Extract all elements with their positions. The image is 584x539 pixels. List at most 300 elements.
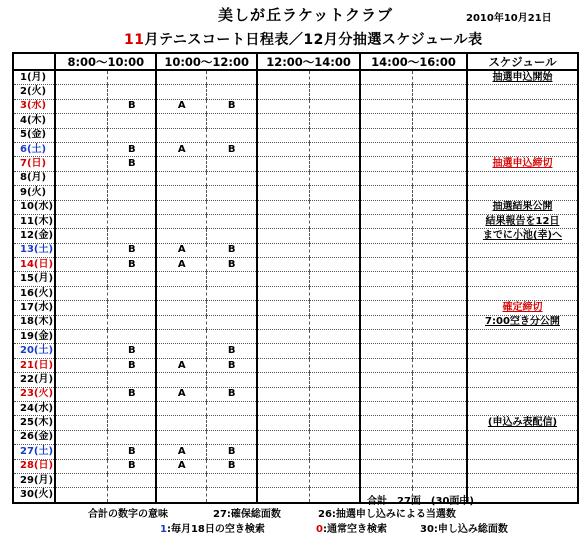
court-cell [360,85,412,99]
court-cell [55,243,107,257]
court-schedule-table [12,52,579,504]
court-cell [360,430,412,444]
row-date: 21(日) [13,358,55,372]
header-schedule: スケジュール [467,53,578,70]
header-slot-1200: 12:00〜14:00 [257,53,360,70]
table-row [13,70,578,85]
court-cell [412,373,466,387]
schedule-note: 抽選結果公開 [492,201,553,213]
table-row [13,445,578,459]
court-cell [156,70,206,85]
court-cell [310,286,360,300]
table-row [13,229,578,243]
row-date: 8(月) [13,171,55,185]
court-cell [412,229,466,243]
table-row [13,488,578,503]
court-cell [360,344,412,358]
row-date: 15(月) [13,272,55,286]
court-cell [360,315,412,329]
court-cell [55,171,107,185]
court-cell [207,157,257,171]
court-cell: A [156,99,206,113]
court-cell [310,99,360,113]
row-date: 28(日) [13,459,55,473]
court-cell [412,445,466,459]
legend-item-1 [160,520,265,535]
court-cell [108,186,156,200]
court-cell [55,358,107,372]
table-row [13,214,578,228]
court-cell [360,70,412,85]
court-cell: B [108,459,156,473]
court-cell [55,473,107,487]
court-cell [156,85,206,99]
legend-item-0 [316,520,387,535]
row-date: 12(金) [13,229,55,243]
court-cell [108,272,156,286]
row-date: 17(水) [13,301,55,315]
court-cell [207,315,257,329]
court-cell [310,401,360,415]
court-cell: B [108,358,156,372]
court-cell [55,373,107,387]
row-date: 19(金) [13,330,55,344]
court-cell [310,488,360,503]
court-cell [108,430,156,444]
schedule-note: までに小池(幸)へ [482,229,563,241]
court-cell [412,401,466,415]
subtitle-month: 11 [124,32,145,48]
court-cell [207,214,257,228]
court-cell [156,114,206,128]
court-cell [55,70,107,85]
court-cell [360,358,412,372]
court-cell [108,286,156,300]
court-cell [207,200,257,214]
court-cell [412,128,466,142]
court-cell [257,272,309,286]
court-cell [360,258,412,272]
court-cell [207,272,257,286]
court-cell [108,416,156,430]
schedule-cell [467,70,578,85]
table-row [13,473,578,487]
court-cell [108,401,156,415]
court-cell [55,488,107,503]
table-row [13,243,578,257]
court-cell [310,70,360,85]
court-cell: A [156,258,206,272]
header-slot-1400: 14:00〜16:00 [360,53,467,70]
court-cell [108,473,156,487]
schedule-cell [467,258,578,272]
club-title: 美しが丘ラケットクラブ [218,6,393,24]
court-cell: A [156,459,206,473]
court-cell [55,229,107,243]
court-cell [360,401,412,415]
court-cell: B [108,387,156,401]
court-cell [360,99,412,113]
subtitle-text: 月テニスコート日程表／12月分抽選スケジュール表 [144,32,483,48]
schedule-cell [467,445,578,459]
table-row [13,344,578,358]
row-date: 6(土) [13,142,55,156]
schedule-cell [467,286,578,300]
schedule-cell [467,200,578,214]
table-row [13,128,578,142]
court-cell [360,301,412,315]
court-cell [55,344,107,358]
court-cell [108,214,156,228]
court-cell [310,315,360,329]
court-cell [156,488,206,503]
schedule-cell [467,401,578,415]
row-date: 5(金) [13,128,55,142]
court-cell [310,445,360,459]
row-date: 23(火) [13,387,55,401]
schedule-cell [467,488,578,503]
header-slot-1000: 10:00〜12:00 [156,53,257,70]
schedule-note: 7:00空き分公開 [485,316,560,328]
row-date: 7(日) [13,157,55,171]
court-cell [412,344,466,358]
court-cell [55,128,107,142]
court-cell [257,85,309,99]
court-cell: B [207,142,257,156]
court-cell [257,330,309,344]
court-cell: B [207,344,257,358]
court-cell [108,488,156,503]
court-cell [257,430,309,444]
court-cell [310,128,360,142]
schedule-note: 抽選申込開始 [492,71,553,83]
court-cell [310,459,360,473]
legend-item-1-text: :毎月18日の空き検索 [166,524,265,535]
court-cell [412,171,466,185]
court-cell [156,128,206,142]
court-cell [257,114,309,128]
court-cell [156,301,206,315]
court-cell [207,171,257,185]
court-cell [412,114,466,128]
court-cell [55,301,107,315]
court-cell [108,330,156,344]
row-date: 27(土) [13,445,55,459]
row-date: 26(金) [13,430,55,444]
court-cell: B [207,459,257,473]
court-cell [360,186,412,200]
row-date: 25(木) [13,416,55,430]
court-cell [412,272,466,286]
court-cell [360,171,412,185]
court-cell [156,171,206,185]
row-date: 20(土) [13,344,55,358]
court-cell: B [207,358,257,372]
court-cell [412,258,466,272]
court-cell [55,330,107,344]
table-row [13,258,578,272]
court-cell [156,344,206,358]
court-cell [360,200,412,214]
schedule-cell [467,473,578,487]
header-slot-0800: 8:00〜10:00 [55,53,156,70]
court-cell [257,358,309,372]
court-cell [207,373,257,387]
table-row [13,272,578,286]
row-date: 22(月) [13,373,55,387]
court-cell [310,387,360,401]
court-cell [412,315,466,329]
court-cell: B [108,99,156,113]
court-cell [257,373,309,387]
court-cell: A [156,358,206,372]
court-cell [207,229,257,243]
table-row [13,416,578,430]
court-cell [257,186,309,200]
table-row [13,358,578,372]
court-cell [55,85,107,99]
court-cell [257,214,309,228]
court-cell [108,200,156,214]
court-cell [55,387,107,401]
court-cell [108,70,156,85]
table-row [13,85,578,99]
table-row [13,99,578,113]
total-courts: 合計 27面 (30面中) [367,496,474,507]
court-cell: B [207,99,257,113]
court-cell [55,416,107,430]
court-cell [360,473,412,487]
row-date: 9(火) [13,186,55,200]
court-cell: A [156,387,206,401]
schedule-note: (申込み表配信) [487,417,558,429]
court-cell [55,214,107,228]
court-cell [310,258,360,272]
court-cell [257,229,309,243]
court-cell [310,330,360,344]
court-cell [257,401,309,415]
schedule-cell [467,344,578,358]
court-cell [360,459,412,473]
row-date: 13(土) [13,243,55,257]
court-cell [207,70,257,85]
court-cell [55,445,107,459]
court-cell [360,445,412,459]
court-cell [360,286,412,300]
schedule-cell [467,128,578,142]
row-date: 14(日) [13,258,55,272]
court-cell [310,373,360,387]
table-row [13,200,578,214]
court-cell [257,142,309,156]
schedule-note: 確定締切 [502,301,543,313]
court-cell [55,142,107,156]
court-cell [207,473,257,487]
court-cell [55,401,107,415]
court-cell [412,142,466,156]
court-cell [310,301,360,315]
court-cell [360,373,412,387]
court-cell [257,387,309,401]
legend-item-27: 27:確保総面数 [213,509,281,520]
table-row [13,459,578,473]
court-cell [310,186,360,200]
court-cell [156,214,206,228]
schedule-cell [467,430,578,444]
court-cell [257,258,309,272]
court-cell [360,416,412,430]
schedule-cell [467,416,578,430]
court-cell [207,114,257,128]
court-cell [412,473,466,487]
court-cell [207,488,257,503]
legend-item-0-text: :通常空き検索 [322,524,387,535]
schedule-cell [467,186,578,200]
schedule-cell [467,272,578,286]
row-date: 2(火) [13,85,55,99]
court-cell [257,157,309,171]
court-cell [360,114,412,128]
legend-item-1-number: 1 [160,524,167,535]
court-cell [156,200,206,214]
court-cell [412,157,466,171]
court-cell [207,401,257,415]
court-cell: B [207,258,257,272]
court-cell [257,286,309,300]
court-cell [207,85,257,99]
court-cell: A [156,445,206,459]
court-cell [156,186,206,200]
table-row [13,401,578,415]
court-cell [108,301,156,315]
court-cell [156,416,206,430]
court-cell [310,171,360,185]
court-cell [412,214,466,228]
court-cell [360,142,412,156]
row-date: 16(火) [13,286,55,300]
table-row [13,114,578,128]
schedule-cell [467,387,578,401]
row-date: 3(水) [13,99,55,113]
court-cell [257,488,309,503]
court-cell [55,272,107,286]
court-cell: B [108,142,156,156]
court-cell [108,128,156,142]
court-cell [156,401,206,415]
row-date: 1(月) [13,70,55,85]
schedule-cell [467,315,578,329]
court-cell: B [108,344,156,358]
court-cell [412,85,466,99]
court-cell: A [156,243,206,257]
court-cell [310,229,360,243]
court-cell [310,214,360,228]
court-cell [257,171,309,185]
court-cell [156,286,206,300]
court-cell: A [156,142,206,156]
court-cell [55,459,107,473]
schedule-cell [467,229,578,243]
court-cell [412,186,466,200]
header-row [13,53,578,70]
schedule-cell [467,301,578,315]
header-date [13,53,55,70]
court-cell [55,315,107,329]
court-cell [310,85,360,99]
court-cell [207,128,257,142]
legend-item-26: 26:抽選申し込みによる当選数 [318,509,456,520]
court-cell [156,272,206,286]
court-cell [310,200,360,214]
row-date: 4(木) [13,114,55,128]
court-cell [412,99,466,113]
court-cell [55,157,107,171]
court-cell [310,114,360,128]
court-cell [257,315,309,329]
row-date: 11(木) [13,214,55,228]
schedule-cell [467,142,578,156]
court-cell [156,373,206,387]
court-cell [207,330,257,344]
court-cell [108,171,156,185]
court-cell [156,229,206,243]
court-cell [207,186,257,200]
court-cell [156,430,206,444]
schedule-cell [467,243,578,257]
table-row [13,430,578,444]
court-cell [257,445,309,459]
table-row [13,373,578,387]
row-date: 24(水) [13,401,55,415]
court-cell [310,243,360,257]
court-cell: B [207,387,257,401]
court-cell [310,272,360,286]
court-cell [55,200,107,214]
court-cell [412,243,466,257]
court-cell [360,157,412,171]
court-cell [360,272,412,286]
row-date: 30(火) [13,488,55,503]
row-date: 18(木) [13,315,55,329]
schedule-subtitle [124,29,483,49]
schedule-cell [467,157,578,171]
court-cell [310,416,360,430]
schedule-note: 結果報告を12日 [485,215,560,227]
court-cell [156,315,206,329]
court-cell [257,344,309,358]
court-cell [108,229,156,243]
court-cell [412,387,466,401]
court-cell [412,358,466,372]
court-cell [360,229,412,243]
schedule-note: 抽選申込締切 [492,158,553,170]
court-cell [207,301,257,315]
table-row [13,171,578,185]
row-date: 10(水) [13,200,55,214]
court-cell [257,416,309,430]
court-cell [257,301,309,315]
schedule-cell [467,171,578,185]
court-cell [360,214,412,228]
court-cell [55,99,107,113]
court-cell [257,70,309,85]
table-row [13,301,578,315]
court-cell [257,99,309,113]
court-cell [156,157,206,171]
court-cell [412,301,466,315]
court-cell [108,85,156,99]
court-cell: B [207,445,257,459]
